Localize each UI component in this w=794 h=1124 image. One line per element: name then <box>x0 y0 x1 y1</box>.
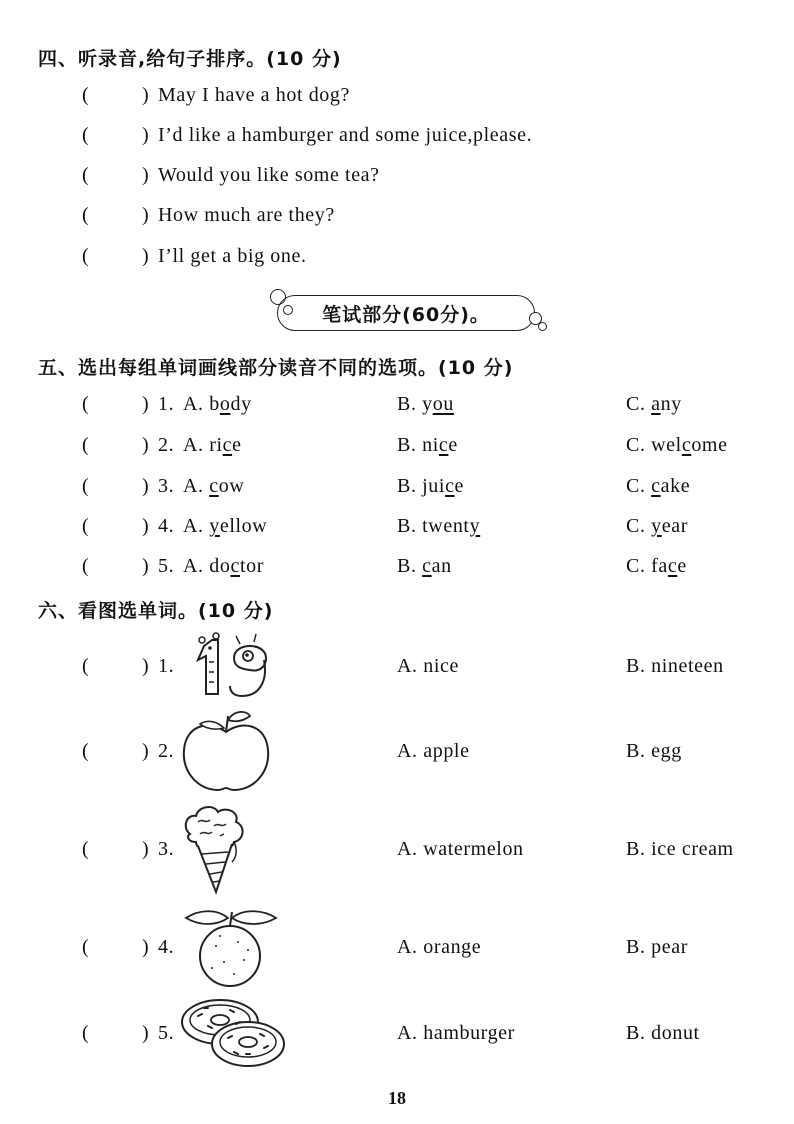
sentence-text: May I have a hot dog? <box>158 84 350 106</box>
option-text-part: an <box>431 555 452 577</box>
section-5-title: 五、选出每组单词画线部分读音不同的选项。(10 分) <box>38 357 514 379</box>
answer-paren-close: ) <box>142 393 150 415</box>
pronunciation-row <box>0 555 794 585</box>
sentence-row <box>0 204 794 234</box>
answer-paren-close: ) <box>142 475 150 497</box>
option-text-part: C. <box>626 515 652 537</box>
option-b <box>397 475 464 498</box>
option-c <box>626 515 688 538</box>
option-text-part: twent <box>422 515 470 537</box>
underlined-letters: c <box>209 475 219 497</box>
option-a <box>183 475 244 498</box>
donut-icon <box>178 996 288 1070</box>
question-number: 2. <box>158 740 175 762</box>
option-text-part: ny <box>660 393 682 415</box>
underlined-letters: y <box>469 515 481 537</box>
answer-paren-close: ) <box>142 124 150 146</box>
underlined-letters: c <box>230 555 240 577</box>
question-number: 2. <box>158 434 175 456</box>
option-text-part: B. <box>397 555 423 577</box>
option-a <box>183 393 252 416</box>
answer-paren-open[interactable]: ( <box>82 740 90 762</box>
section-6-title: 六、看图选单词。(10 分) <box>38 600 274 622</box>
option-text-part: ear <box>661 515 688 537</box>
answer-paren-open[interactable]: ( <box>82 84 90 106</box>
underlined-letters: a <box>651 393 661 415</box>
option-text-part: tor <box>239 555 264 577</box>
answer-paren-open[interactable]: ( <box>82 393 90 415</box>
pronunciation-row <box>0 434 794 464</box>
option-text-part: b <box>209 393 220 415</box>
answer-paren-open[interactable]: ( <box>82 475 90 497</box>
underlined-letters: c <box>422 555 432 577</box>
answer-paren-close: ) <box>142 84 150 106</box>
option-b <box>397 555 452 578</box>
option-a <box>183 434 242 457</box>
option-text-part: C. <box>626 434 652 456</box>
question-number: 1. <box>158 655 175 677</box>
option-b <box>397 434 458 457</box>
option-a: A. hamburger <box>397 1022 515 1044</box>
underlined-letters: y <box>651 515 662 537</box>
option-text-part: do <box>209 555 231 577</box>
option-text-part: fa <box>651 555 668 577</box>
pronunciation-row <box>0 475 794 505</box>
answer-paren-close: ) <box>142 164 150 186</box>
question-number: 4. <box>158 936 175 958</box>
number-19-icon <box>176 632 276 700</box>
picture-question-row <box>0 1022 794 1052</box>
question-number: 3. <box>158 475 175 497</box>
option-a: A. orange <box>397 936 482 958</box>
option-a: A. nice <box>397 655 459 677</box>
question-number: 1. <box>158 393 175 415</box>
question-number: 5. <box>158 1022 175 1044</box>
option-text-part: ellow <box>219 515 268 537</box>
option-text-part: e <box>677 555 687 577</box>
underlined-letters: ou <box>432 393 454 415</box>
sentence-text: I’d like a hamburger and some juice,please. <box>158 124 533 146</box>
apple-icon <box>180 710 272 794</box>
question-number: 5. <box>158 555 175 577</box>
option-text-part: B. <box>397 475 423 497</box>
underlined-letters: c <box>222 434 233 456</box>
picture-question-row <box>0 740 794 770</box>
option-text-part: C. <box>626 475 652 497</box>
option-b: B. ice cream <box>626 838 734 860</box>
option-a <box>183 515 267 538</box>
answer-paren-open[interactable]: ( <box>82 936 90 958</box>
option-text-part: e <box>448 434 458 456</box>
option-text-part: ome <box>691 434 728 456</box>
option-text-part: A. <box>183 434 210 456</box>
option-text-part: ow <box>218 475 245 497</box>
answer-paren-open[interactable]: ( <box>82 204 90 226</box>
answer-paren-open[interactable]: ( <box>82 245 90 267</box>
option-text-part: ri <box>209 434 223 456</box>
option-b: B. donut <box>626 1022 700 1044</box>
underlined-letters: c <box>651 475 661 497</box>
answer-paren-close: ) <box>142 838 150 860</box>
answer-paren-close: ) <box>142 740 150 762</box>
underlined-letters: c <box>438 434 449 456</box>
option-a <box>183 555 264 578</box>
option-text-part: A. <box>183 393 210 415</box>
answer-paren-open[interactable]: ( <box>82 434 90 456</box>
picture-question-row <box>0 655 794 685</box>
answer-paren-close: ) <box>142 936 150 958</box>
answer-paren-close: ) <box>142 655 150 677</box>
ice-cream-icon <box>180 804 250 896</box>
written-part-banner: 笔试部分(60分)。 <box>277 295 535 331</box>
pronunciation-row <box>0 515 794 545</box>
option-b: B. nineteen <box>626 655 724 677</box>
underlined-letters: o <box>219 393 231 415</box>
section-4-title: 四、听录音,给句子排序。(10 分) <box>38 48 342 70</box>
answer-paren-open[interactable]: ( <box>82 555 90 577</box>
answer-paren-close: ) <box>142 515 150 537</box>
option-text-part: wel <box>651 434 682 456</box>
option-c <box>626 555 687 578</box>
option-text-part: B. <box>397 393 423 415</box>
option-text-part: B. <box>397 434 423 456</box>
option-text-part: y <box>422 393 433 415</box>
answer-paren-open[interactable]: ( <box>82 1022 90 1044</box>
question-number: 3. <box>158 838 175 860</box>
answer-paren-close: ) <box>142 434 150 456</box>
sentence-row <box>0 84 794 114</box>
option-b: B. egg <box>626 740 682 762</box>
sentence-text: I’ll get a big one. <box>158 245 307 267</box>
answer-paren-close: ) <box>142 555 150 577</box>
answer-paren-open[interactable]: ( <box>82 124 90 146</box>
underlined-letters: c <box>681 434 692 456</box>
answer-paren-open[interactable]: ( <box>82 838 90 860</box>
option-b <box>397 515 480 538</box>
sentence-text: Would you like some tea? <box>158 164 380 186</box>
option-text-part: ni <box>422 434 439 456</box>
option-c <box>626 434 728 457</box>
question-number: 4. <box>158 515 175 537</box>
option-text-part: A. <box>183 515 210 537</box>
pronunciation-row <box>0 393 794 423</box>
option-text-part: e <box>454 475 465 497</box>
option-text-part: A. <box>183 475 210 497</box>
answer-paren-close: ) <box>142 245 150 267</box>
option-c <box>626 393 682 416</box>
answer-paren-open[interactable]: ( <box>82 655 90 677</box>
sentence-row <box>0 124 794 154</box>
answer-paren-open[interactable]: ( <box>82 164 90 186</box>
sentence-row <box>0 245 794 275</box>
sentence-text: How much are they? <box>158 204 335 226</box>
option-text-part: C. <box>626 393 652 415</box>
option-a: A. watermelon <box>397 838 524 860</box>
underlined-letters: c <box>445 475 455 497</box>
answer-paren-open[interactable]: ( <box>82 515 90 537</box>
answer-paren-close: ) <box>142 204 150 226</box>
option-text-part: dy <box>230 393 252 415</box>
sentence-row <box>0 164 794 194</box>
option-text-part: e <box>232 434 242 456</box>
option-text-part: ake <box>660 475 691 497</box>
option-b: B. pear <box>626 936 688 958</box>
option-text-part: B. <box>397 515 423 537</box>
option-text-part: jui <box>422 475 446 497</box>
option-c <box>626 475 690 498</box>
option-a: A. apple <box>397 740 470 762</box>
underlined-letters: y <box>209 515 220 537</box>
underlined-letters: c <box>667 555 678 577</box>
option-text-part: C. <box>626 555 652 577</box>
picture-question-row <box>0 838 794 868</box>
answer-paren-close: ) <box>142 1022 150 1044</box>
page-number: 18 <box>388 1088 406 1108</box>
orange-icon <box>178 906 282 990</box>
option-text-part: A. <box>183 555 210 577</box>
option-b <box>397 393 454 416</box>
banner-bubble-small <box>538 322 547 331</box>
picture-question-row <box>0 936 794 966</box>
